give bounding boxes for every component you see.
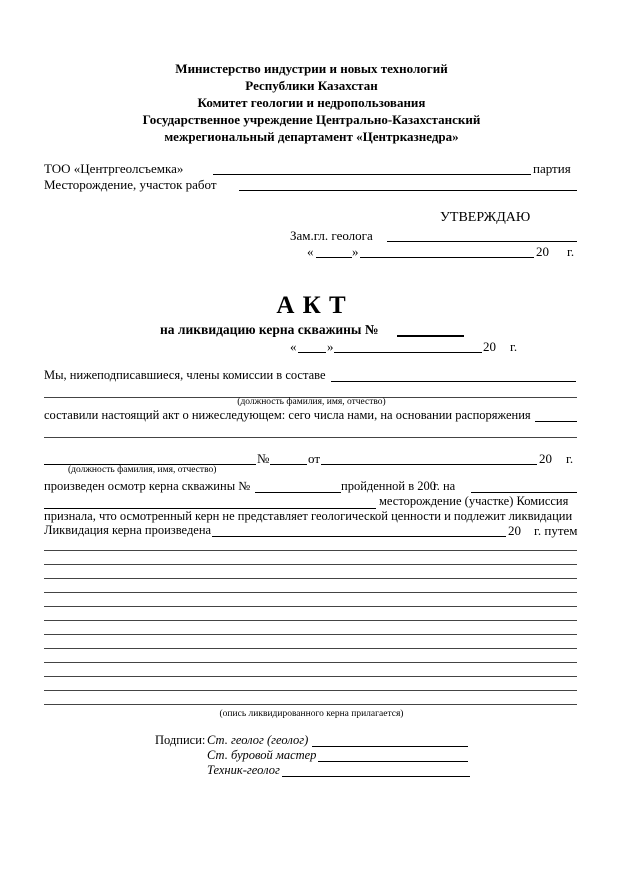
act-subtitle: на ликвидацию керна скважины № bbox=[160, 322, 379, 337]
blank-line bbox=[44, 592, 577, 593]
field-label: Месторождение, участок работ bbox=[44, 177, 217, 192]
blank-line bbox=[44, 620, 577, 621]
signature-line-1 bbox=[312, 746, 468, 747]
act-quote-open: « bbox=[290, 339, 297, 354]
commission-line bbox=[331, 381, 576, 382]
approve-quote-close: » bbox=[352, 244, 359, 259]
org-party-label: партия bbox=[533, 161, 571, 176]
act-month-line bbox=[334, 352, 482, 353]
recognized-text: признала, что осмотренный керн не представляет геологической ценности и подлежит ликвидации bbox=[44, 509, 573, 523]
approve-month-line bbox=[360, 257, 534, 258]
header-committee: Комитет геологии и недропользования bbox=[197, 95, 426, 110]
org-too-label: ТОО «Центргеолсъемка» bbox=[44, 161, 184, 176]
act-year-unit: г. bbox=[510, 339, 518, 354]
signature-senior-geologist: Ст. геолог (геолог) bbox=[207, 733, 309, 747]
approve-year: 20 bbox=[536, 244, 549, 259]
act-day-line bbox=[298, 352, 326, 353]
blank-line bbox=[44, 634, 577, 635]
order-year: 20 bbox=[539, 451, 552, 466]
signature-technician: Техник-геолог bbox=[207, 763, 280, 777]
order-line bbox=[535, 421, 577, 422]
liquidation-date-line bbox=[212, 536, 506, 537]
act-title: А К Т bbox=[276, 292, 347, 319]
field-line bbox=[239, 190, 577, 191]
blank-line bbox=[44, 648, 577, 649]
inspect-year-on: г. на bbox=[433, 479, 456, 493]
blank-line bbox=[44, 690, 577, 691]
inventory-note: (опись ликвидированного керна прилагается) bbox=[219, 709, 404, 719]
compiled-text: составили настоящий акт о нижеследующем: сего числа нами, на основании распоряжения bbox=[44, 408, 531, 422]
liquidation-label: Ликвидация керна произведена bbox=[44, 523, 212, 537]
commission-label: Мы, нижеподписавшиеся, члены комиссии в составе bbox=[44, 368, 326, 382]
blank-line bbox=[44, 676, 577, 677]
act-year: 20 bbox=[483, 339, 496, 354]
well-number-line bbox=[255, 492, 341, 493]
order-num-line bbox=[270, 464, 307, 465]
header-republic: Республики Казахстан bbox=[245, 78, 378, 93]
approve-year-unit: г. bbox=[567, 244, 575, 259]
inspect-label: произведен осмотр керна скважины № bbox=[44, 479, 251, 493]
deposit-label: месторождение (участке) Комиссия bbox=[379, 494, 569, 508]
order-year-unit: г. bbox=[566, 451, 574, 466]
hint-position-name-1: (должность фамилия, имя, отчество) bbox=[237, 397, 386, 407]
blank-line bbox=[44, 578, 577, 579]
blank-line bbox=[44, 704, 577, 705]
inspect-location-line bbox=[471, 492, 577, 493]
signature-drilling-master: Ст. буровой мастер bbox=[207, 748, 317, 762]
order-num-label: № bbox=[257, 451, 270, 466]
act-quote-close: » bbox=[327, 339, 334, 354]
header-ministry: Министерство индустрии и новых технологий bbox=[175, 61, 448, 76]
liquidation-method-label: г. путем bbox=[534, 523, 578, 538]
order-date-line bbox=[321, 464, 537, 465]
approve-name-line bbox=[387, 241, 577, 242]
order-date-label: от bbox=[308, 451, 321, 466]
approve-role: Зам.гл. геолога bbox=[290, 228, 373, 243]
blank-line bbox=[44, 550, 577, 551]
blank-line bbox=[44, 606, 577, 607]
approve-title: УТВЕРЖДАЮ bbox=[440, 210, 531, 225]
signature-line-2 bbox=[318, 761, 468, 762]
act-number-line bbox=[397, 335, 464, 337]
approve-quote-open: « bbox=[307, 244, 314, 259]
blank-line bbox=[44, 662, 577, 663]
inspect-passed: пройденной в 200 bbox=[341, 479, 437, 493]
header-department: межрегиональный департамент «Центрказнедра» bbox=[164, 129, 459, 144]
blank-line bbox=[44, 564, 577, 565]
approve-day-line bbox=[316, 257, 352, 258]
hint-position-name-2: (должность фамилия, имя, отчество) bbox=[68, 465, 217, 475]
signatures-label: Подписи: bbox=[155, 733, 206, 747]
header-institution: Государственное учреждение Центрально-Казахстанский bbox=[142, 112, 481, 127]
org-party-line bbox=[213, 174, 531, 175]
signature-line-3 bbox=[282, 776, 470, 777]
liquidation-year: 20 bbox=[508, 523, 521, 538]
order-line-2 bbox=[44, 437, 577, 438]
